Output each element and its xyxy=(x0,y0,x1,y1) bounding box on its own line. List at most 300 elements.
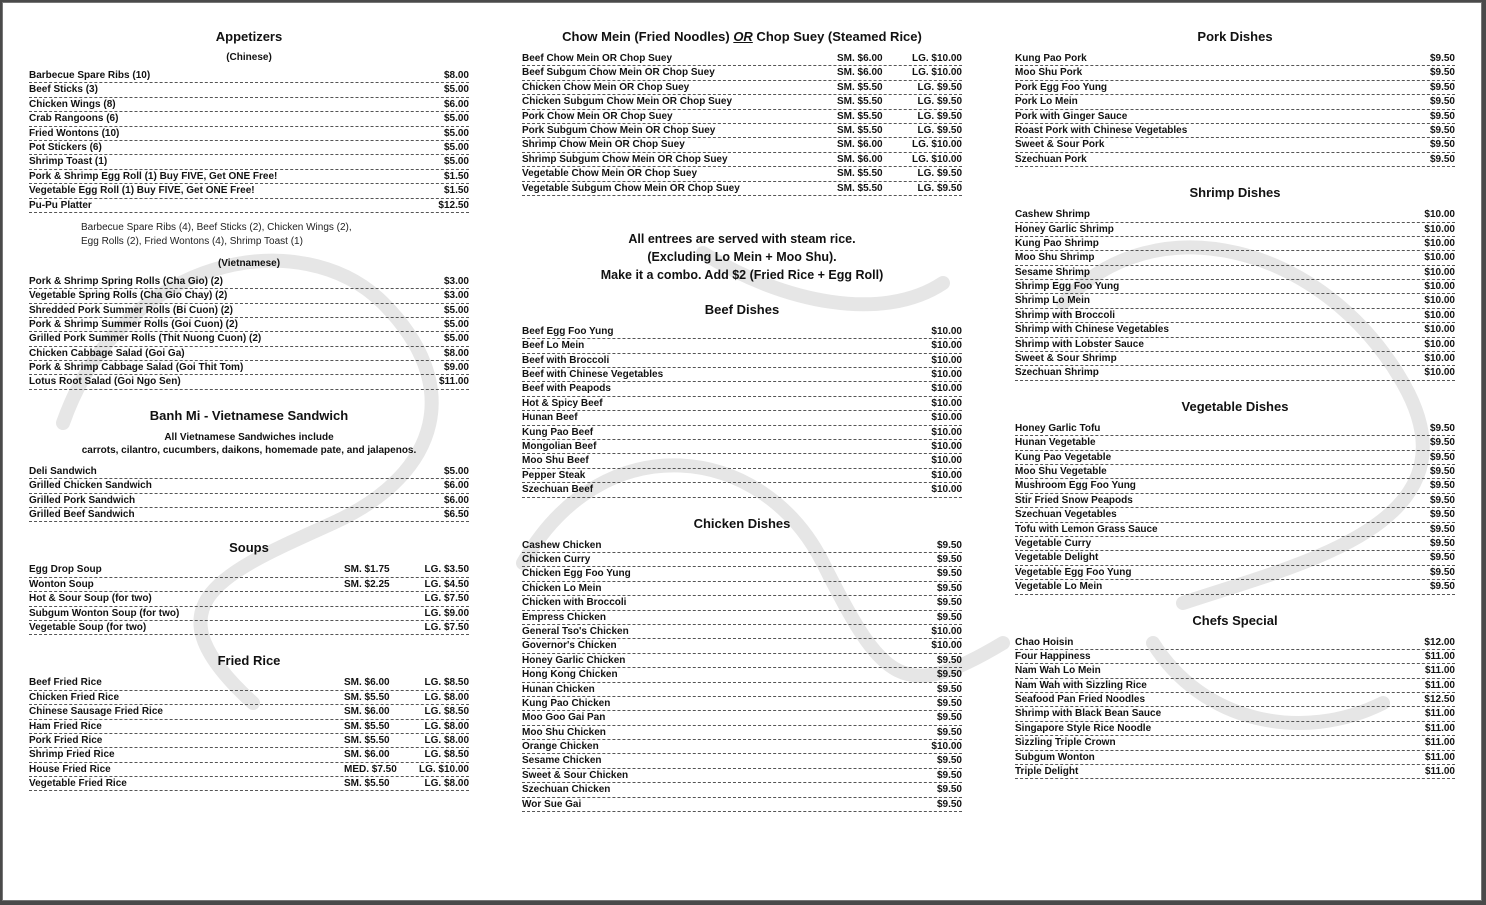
menu-item-name: Vegetable Curry xyxy=(1015,537,1092,549)
menu-item-row xyxy=(1015,523,1455,537)
pork-title: Pork Dishes xyxy=(1197,29,1273,44)
menu-item-row xyxy=(29,479,469,493)
vietnamese-label: (Vietnamese) xyxy=(217,257,281,269)
menu-item-price: $9.50 xyxy=(1429,422,1455,434)
menu-item-name: Tofu with Lemon Grass Sauce xyxy=(1015,523,1158,535)
menu-item-name: Shrimp Fried Rice xyxy=(29,749,115,761)
menu-item-price: $9.50 xyxy=(1429,153,1455,165)
banhmi-note-line-1: All Vietnamese Sandwiches include xyxy=(164,431,334,443)
menu-item-row xyxy=(522,483,962,497)
menu-item-row xyxy=(522,596,962,610)
menu-item-name: Chicken Chow Mein OR Chop Suey xyxy=(522,81,690,93)
menu-item-row xyxy=(1015,650,1455,664)
menu-item-name: Pork & Shrimp Spring Rolls (Cha Gio) (2) xyxy=(29,275,223,287)
menu-item-price: $5.00 xyxy=(443,465,469,477)
menu-item-row xyxy=(522,654,962,668)
menu-item-name: Shrimp with Chinese Vegetables xyxy=(1015,324,1169,336)
menu-item-price: $10.00 xyxy=(931,741,962,753)
menu-item-row xyxy=(522,138,962,152)
menu-item-price: $6.50 xyxy=(443,509,469,521)
menu-item-name: Beef Egg Foo Yung xyxy=(522,325,614,337)
menu-item-price: $9.50 xyxy=(936,769,962,781)
menu-item-row xyxy=(29,332,469,346)
menu-item-price: $9.50 xyxy=(1429,537,1455,549)
menu-item-row xyxy=(29,304,469,318)
menu-item-row xyxy=(29,777,469,791)
menu-item-row xyxy=(1015,237,1455,251)
menu-item-row xyxy=(522,354,962,368)
menu-item-name: Vegetable Chow Mein OR Chop Suey xyxy=(522,168,698,180)
menu-item-row xyxy=(522,783,962,797)
menu-item-price: $10.00 xyxy=(931,340,962,352)
menu-item-price: $9.50 xyxy=(936,539,962,551)
menu-item-name: Cashew Chicken xyxy=(522,539,602,551)
menu-item-small-price: SM. $6.00 xyxy=(837,153,883,165)
menu-item-row xyxy=(522,95,962,109)
menu-item-large-price: LG. $10.00 xyxy=(911,67,962,79)
menu-item-price: $5.00 xyxy=(443,156,469,168)
menu-item-row xyxy=(29,465,469,479)
menu-item-price: $9.50 xyxy=(1429,451,1455,463)
menu-item-small-price: SM. $5.50 xyxy=(837,168,883,180)
menu-item-price: $10.00 xyxy=(1424,353,1455,365)
menu-item-small-price: SM. $6.00 xyxy=(344,749,390,761)
menu-item-name: Pork Egg Foo Yung xyxy=(1015,81,1108,93)
menu-item-name: Szechuan Pork xyxy=(1015,153,1087,165)
menu-item-row xyxy=(29,98,469,112)
menu-item-price: $9.50 xyxy=(1429,523,1455,535)
menu-item-row xyxy=(29,691,469,705)
menu-item-large-price: LG. $4.50 xyxy=(424,578,469,590)
menu-item-row xyxy=(1015,436,1455,450)
menu-item-name: Shrimp Chow Mein OR Chop Suey xyxy=(522,139,685,151)
menu-item-name: Hot & Spicy Beef xyxy=(522,397,603,409)
menu-item-row xyxy=(1015,110,1455,124)
menu-item-name: Shrimp with Black Bean Sauce xyxy=(1015,708,1162,720)
menu-item-name: Chicken with Broccoli xyxy=(522,597,627,609)
menu-item-row xyxy=(522,469,962,483)
menu-item-price: $11.00 xyxy=(1424,737,1455,749)
menu-item-price: $3.00 xyxy=(443,290,469,302)
menu-item-row xyxy=(1015,636,1455,650)
menu-item-row xyxy=(522,553,962,567)
menu-item-price: $10.00 xyxy=(1424,309,1455,321)
menu-item-price: $9.50 xyxy=(936,568,962,580)
menu-item-price: $9.50 xyxy=(1429,437,1455,449)
menu-item-price: $9.50 xyxy=(936,726,962,738)
menu-item-row xyxy=(1015,280,1455,294)
menu-item-large-price: LG. $8.50 xyxy=(424,706,469,718)
menu-item-name: Orange Chicken xyxy=(522,741,599,753)
menu-item-row xyxy=(1015,52,1455,66)
menu-item-name: Vegetable Fried Rice xyxy=(29,778,127,790)
menu-item-row xyxy=(29,607,469,621)
menu-item-name: Chao Hoisin xyxy=(1015,636,1074,648)
vegetable-title: Vegetable Dishes xyxy=(1181,398,1289,414)
menu-item-row xyxy=(1015,66,1455,80)
shrimp-title: Shrimp Dishes xyxy=(1189,185,1281,201)
menu-item-row xyxy=(1015,551,1455,565)
menu-item-row xyxy=(29,748,469,762)
menu-item-row xyxy=(1015,81,1455,95)
menu-item-small-price: SM. $5.50 xyxy=(344,778,390,790)
menu-item-name: Hunan Beef xyxy=(522,412,578,424)
menu-item-price: $9.50 xyxy=(936,683,962,695)
menu-item-row xyxy=(1015,153,1455,167)
menu-item-price: $11.00 xyxy=(1424,665,1455,677)
beef-title: Beef Dishes xyxy=(704,301,780,317)
menu-item-small-price: SM. $6.00 xyxy=(837,139,883,151)
menu-item-name: Wor Sue Gai xyxy=(522,798,582,810)
menu-item-name: Chicken Fried Rice xyxy=(29,691,120,703)
menu-item-name: Beef Subgum Chow Mein OR Chop Suey xyxy=(522,67,715,79)
menu-item-name: Pork Fried Rice xyxy=(29,734,103,746)
entree-note-line-1: All entrees are served with steam rice. xyxy=(628,231,856,246)
menu-item-price: $9.50 xyxy=(936,798,962,810)
menu-item-name: Moo Shu Vegetable xyxy=(1015,465,1107,477)
menu-item-price: $9.50 xyxy=(1429,552,1455,564)
menu-item-name: Stir Fried Snow Peapods xyxy=(1015,494,1133,506)
menu-item-row xyxy=(522,711,962,725)
menu-item-name: Grilled Chicken Sandwich xyxy=(29,480,152,492)
menu-item-name: Pork & Shrimp Summer Rolls (Goi Cuon) (2) xyxy=(29,318,238,330)
menu-item-name: Chicken Curry xyxy=(522,553,591,565)
menu-item-price: $10.00 xyxy=(1424,266,1455,278)
pupu-description xyxy=(81,221,469,250)
menu-item-row xyxy=(29,361,469,375)
banhmi-list xyxy=(29,465,469,531)
menu-item-price: $12.00 xyxy=(1424,636,1455,648)
banhmi-note xyxy=(29,431,469,457)
menu-item-name: Pepper Steak xyxy=(522,469,586,481)
menu-item-large-price: LG. $7.50 xyxy=(424,593,469,605)
menu-item-price: $10.00 xyxy=(931,441,962,453)
menu-item-row xyxy=(522,726,962,740)
menu-item-small-price xyxy=(344,607,414,620)
menu-item-name: Ham Fried Rice xyxy=(29,720,102,732)
menu-item-large-price: LG. $10.00 xyxy=(911,53,962,64)
menu-item-small-price: MED. $7.50 xyxy=(344,763,397,775)
menu-item-price: $9.50 xyxy=(936,553,962,565)
menu-item-name: Hong Kong Chicken xyxy=(522,669,618,681)
menu-item-row xyxy=(1015,751,1455,765)
menu-item-row xyxy=(29,621,469,635)
menu-item-row xyxy=(29,763,469,777)
menu-item-row xyxy=(29,375,469,389)
menu-item-price: $10.00 xyxy=(1424,252,1455,264)
column-1 xyxy=(29,29,469,799)
menu-item-name: Hot & Sour Soup (for two) xyxy=(29,593,152,605)
menu-item-name: Pork with Ginger Sauce xyxy=(1015,110,1128,122)
menu-item-row xyxy=(1015,693,1455,707)
menu-item-price: $10.00 xyxy=(931,426,962,438)
menu-item-row xyxy=(1015,465,1455,479)
menu-item-row xyxy=(29,127,469,141)
menu-item-price: $3.00 xyxy=(443,275,469,287)
menu-item-price: $11.00 xyxy=(1424,751,1455,763)
menu-item-name: Szechuan Vegetables xyxy=(1015,509,1117,521)
menu-item-name: Kung Pao Vegetable xyxy=(1015,451,1112,463)
menu-item-small-price xyxy=(344,592,414,605)
menu-item-name: Pu-Pu Platter xyxy=(29,199,92,211)
chow-mein-title-or: OR xyxy=(733,29,753,44)
menu-item-large-price: LG. $8.50 xyxy=(424,749,469,761)
chow-mein-list xyxy=(522,52,962,204)
menu-item-name: Moo Shu Beef xyxy=(522,455,589,467)
menu-item-row xyxy=(29,141,469,155)
menu-item-price: $5.00 xyxy=(443,127,469,139)
menu-item-row xyxy=(1015,765,1455,779)
menu-item-row xyxy=(1015,679,1455,693)
menu-item-name: Vegetable Lo Mein xyxy=(1015,581,1103,593)
menu-item-name: Moo Shu Shrimp xyxy=(1015,252,1095,264)
menu-item-row xyxy=(1015,422,1455,436)
menu-item-row xyxy=(522,539,962,553)
menu-item-name: Nam Wah Lo Mein xyxy=(1015,665,1101,677)
menu-item-row xyxy=(1015,309,1455,323)
menu-item-name: Kung Pao Shrimp xyxy=(1015,237,1099,249)
menu-item-name: Honey Garlic Chicken xyxy=(522,654,626,666)
menu-item-price: $5.00 xyxy=(443,113,469,125)
menu-item-large-price: LG. $7.50 xyxy=(424,621,469,633)
menu-item-name: Deli Sandwich xyxy=(29,465,97,477)
menu-item-row xyxy=(29,318,469,332)
menu-item-row xyxy=(29,705,469,719)
menu-item-small-price: SM. $5.50 xyxy=(344,734,390,746)
menu-item-row xyxy=(522,567,962,581)
menu-item-name: Sesame Shrimp xyxy=(1015,266,1091,278)
column-2 xyxy=(522,29,962,820)
menu-item-price: $1.50 xyxy=(443,185,469,197)
menu-item-row xyxy=(1015,95,1455,109)
menu-item-row xyxy=(1015,223,1455,237)
menu-item-row xyxy=(29,83,469,97)
menu-item-price: $12.50 xyxy=(438,199,469,211)
menu-item-large-price: LG. $8.00 xyxy=(424,734,469,746)
menu-item-price: $9.50 xyxy=(1429,465,1455,477)
menu-item-price: $9.50 xyxy=(936,654,962,666)
menu-item-row xyxy=(29,170,469,184)
menu-item-row xyxy=(1015,537,1455,551)
menu-item-small-price: SM. $6.00 xyxy=(837,53,883,64)
menu-item-name: Pork Chow Mein OR Chop Suey xyxy=(522,110,673,122)
menu-item-row xyxy=(1015,664,1455,678)
menu-item-price: $10.00 xyxy=(931,354,962,366)
menu-item-price: $11.00 xyxy=(1424,650,1455,662)
menu-item-price: $9.50 xyxy=(936,582,962,594)
menu-item-price: $9.50 xyxy=(1429,124,1455,136)
menu-item-price: $8.00 xyxy=(443,347,469,359)
menu-item-name: Grilled Pork Summer Rolls (Thit Nuong Cuon) (2) xyxy=(29,333,262,345)
menu-item-small-price: SM. $5.50 xyxy=(837,182,883,194)
menu-item-name: Sweet & Sour Shrimp xyxy=(1015,353,1117,365)
menu-item-large-price: LG. $9.50 xyxy=(917,110,962,122)
menu-item-row xyxy=(522,611,962,625)
menu-item-small-price: SM. $5.50 xyxy=(344,720,390,732)
menu-item-row xyxy=(29,155,469,169)
menu-item-row xyxy=(522,81,962,95)
menu-item-name: Fried Wontons (10) xyxy=(29,127,120,139)
menu-item-name: Nam Wah with Sizzling Rice xyxy=(1015,679,1147,691)
menu-item-price: $9.50 xyxy=(1429,110,1455,122)
menu-item-row xyxy=(522,697,962,711)
menu-item-name: Shredded Pork Summer Rolls (Bi Cuon) (2) xyxy=(29,304,233,316)
menu-item-name: Mongolian Beef xyxy=(522,441,597,453)
menu-item-price: $5.00 xyxy=(443,84,469,96)
menu-item-name: Grilled Beef Sandwich xyxy=(29,509,135,521)
menu-item-row xyxy=(29,508,469,522)
menu-item-name: Vegetable Egg Foo Yung xyxy=(1015,566,1132,578)
menu-item-price: $10.00 xyxy=(931,640,962,652)
menu-item-row xyxy=(1015,294,1455,308)
menu-item-price: $10.00 xyxy=(1424,338,1455,350)
menu-item-small-price: SM. $5.50 xyxy=(837,81,883,93)
menu-item-price: $9.50 xyxy=(936,712,962,724)
chow-mein-title-part-b: Chop Suey (Steamed Rice) xyxy=(752,29,922,44)
menu-item-name: Beef Chow Mein OR Chop Suey xyxy=(522,53,673,64)
menu-item-price: $10.00 xyxy=(931,469,962,481)
menu-item-price: $9.50 xyxy=(1429,139,1455,151)
menu-item-large-price: LG. $8.00 xyxy=(424,720,469,732)
menu-item-name: Subgum Wonton Soup (for two) xyxy=(29,607,180,619)
menu-item-row xyxy=(1015,707,1455,721)
soups-title: Soups xyxy=(229,540,269,556)
menu-item-price: $10.00 xyxy=(931,369,962,381)
menu-item-name: Honey Garlic Tofu xyxy=(1015,422,1101,434)
menu-item-row xyxy=(522,769,962,783)
menu-item-name: Chicken Cabbage Salad (Goi Ga) xyxy=(29,347,185,359)
menu-item-name: Chicken Subgum Chow Mein OR Chop Suey xyxy=(522,96,733,108)
menu-item-price: $9.50 xyxy=(1429,566,1455,578)
menu-item-price: $9.50 xyxy=(1429,581,1455,593)
menu-item-name: Beef with Broccoli xyxy=(522,354,610,366)
menu-item-name: Shrimp Toast (1) xyxy=(29,156,108,168)
menu-item-price: $6.00 xyxy=(443,98,469,110)
menu-item-row xyxy=(29,184,469,198)
menu-item-row xyxy=(1015,722,1455,736)
menu-item-small-price: SM. $6.00 xyxy=(344,706,390,718)
menu-item-price: $5.00 xyxy=(443,141,469,153)
menu-item-price: $10.00 xyxy=(1424,281,1455,293)
menu-item-name: Shrimp Egg Foo Yung xyxy=(1015,281,1120,293)
menu-item-name: Moo Shu Pork xyxy=(1015,67,1083,79)
banhmi-note-line-2: carrots, cilantro, cucumbers, daikons, homemade pate, and jalapenos. xyxy=(81,444,417,456)
menu-item-row xyxy=(522,397,962,411)
chicken-title: Chicken Dishes xyxy=(693,515,791,531)
menu-item-row xyxy=(1015,352,1455,366)
menu-item-small-price: SM. $1.75 xyxy=(344,564,390,576)
menu-item-price: $9.50 xyxy=(936,697,962,709)
menu-item-name: Empress Chicken xyxy=(522,611,606,623)
menu-item-large-price: LG. $8.00 xyxy=(424,691,469,703)
menu-item-name: Beef Sticks (3) xyxy=(29,84,98,96)
menu-item-name: Governor's Chicken xyxy=(522,640,617,652)
fried-rice-title: Fried Rice xyxy=(217,653,281,669)
banhmi-title: Banh Mi - Vietnamese Sandwich xyxy=(149,407,349,423)
entree-note-line-2: (Excluding Lo Mein + Moo Shu). xyxy=(647,249,837,264)
menu-item-price: $9.50 xyxy=(1429,494,1455,506)
menu-item-row xyxy=(522,110,962,124)
menu-item-name: Chinese Sausage Fried Rice xyxy=(29,706,163,718)
menu-item-price: $9.50 xyxy=(936,597,962,609)
menu-item-name: Sweet & Sour Pork xyxy=(1015,139,1105,151)
menu-item-price: $10.00 xyxy=(931,455,962,467)
menu-item-row xyxy=(29,289,469,303)
menu-item-name: Hunan Chicken xyxy=(522,683,595,695)
menu-item-name: Kung Pao Chicken xyxy=(522,697,611,709)
menu-item-price: $10.00 xyxy=(931,397,962,409)
menu-item-price: $10.00 xyxy=(931,625,962,637)
menu-item-name: Chicken Egg Foo Yung xyxy=(522,568,631,580)
menu-item-large-price: LG. $10.00 xyxy=(911,139,962,151)
menu-item-row xyxy=(1015,338,1455,352)
menu-item-name: Szechuan Chicken xyxy=(522,784,611,796)
menu-item-large-price: LG. $10.00 xyxy=(418,763,469,775)
menu-item-small-price xyxy=(344,621,414,634)
menu-item-name: Wonton Soup xyxy=(29,578,94,590)
menu-item-row xyxy=(522,625,962,639)
menu-item-row xyxy=(1015,366,1455,380)
chinese-label: (Chinese) xyxy=(226,52,272,63)
menu-item-name: Vegetable Soup (for two) xyxy=(29,621,147,633)
menu-item-row xyxy=(522,167,962,181)
appetizers-vietnamese-list xyxy=(29,275,469,398)
menu-item-row xyxy=(1015,323,1455,337)
menu-item-name: Shrimp with Broccoli xyxy=(1015,309,1116,321)
menu-item-row xyxy=(522,426,962,440)
chow-mein-title xyxy=(522,29,962,44)
menu-item-row xyxy=(522,368,962,382)
menu-item-name: Vegetable Spring Rolls (Cha Gio Chay) (2) xyxy=(29,290,228,302)
menu-item-small-price: SM. $6.00 xyxy=(344,677,390,689)
menu-item-row xyxy=(1015,508,1455,522)
menu-item-price: $9.50 xyxy=(936,784,962,796)
menu-item-row xyxy=(522,798,962,812)
menu-item-price: $10.00 xyxy=(1424,223,1455,235)
menu-item-price: $5.00 xyxy=(443,304,469,316)
menu-item-name: Four Happiness xyxy=(1015,650,1091,662)
menu-item-price: $10.00 xyxy=(1424,324,1455,336)
menu-item-name: Pork Subgum Chow Mein OR Chop Suey xyxy=(522,124,716,136)
menu-item-price: $10.00 xyxy=(931,325,962,337)
menu-item-small-price: SM. $5.50 xyxy=(344,691,390,703)
menu-item-row xyxy=(29,676,469,690)
menu-item-large-price: LG. $3.50 xyxy=(424,564,469,576)
menu-item-name: Triple Delight xyxy=(1015,766,1079,778)
menu-item-row xyxy=(29,734,469,748)
pork-list xyxy=(1015,52,1455,175)
menu-item-small-price: SM. $5.50 xyxy=(837,124,883,136)
menu-item-row xyxy=(29,275,469,289)
menu-item-name: Pork & Shrimp Egg Roll (1) Buy FIVE, Get ONE Free! xyxy=(29,170,278,182)
menu-item-price: $6.00 xyxy=(443,494,469,506)
chow-mein-title-part-a: Chow Mein (Fried Noodles) xyxy=(562,29,734,44)
menu-item-price: $10.00 xyxy=(931,383,962,395)
menu-item-price: $10.00 xyxy=(931,412,962,424)
menu-item-price: $12.50 xyxy=(1424,694,1455,706)
menu-item-price: $10.00 xyxy=(1424,295,1455,307)
menu-item-price: $9.50 xyxy=(1429,96,1455,108)
menu-item-row xyxy=(1015,451,1455,465)
menu-item-row xyxy=(1015,736,1455,750)
menu-item-row xyxy=(522,754,962,768)
menu-item-name: Beef Fried Rice xyxy=(29,677,102,689)
menu-item-name: House Fried Rice xyxy=(29,763,111,775)
menu-item-row xyxy=(522,325,962,339)
menu-item-name: Lotus Root Salad (Goi Ngo Sen) xyxy=(29,376,181,388)
menu-item-name: Seafood Pan Fried Noodles xyxy=(1015,694,1146,706)
menu-item-name: Kung Pao Beef xyxy=(522,426,594,438)
